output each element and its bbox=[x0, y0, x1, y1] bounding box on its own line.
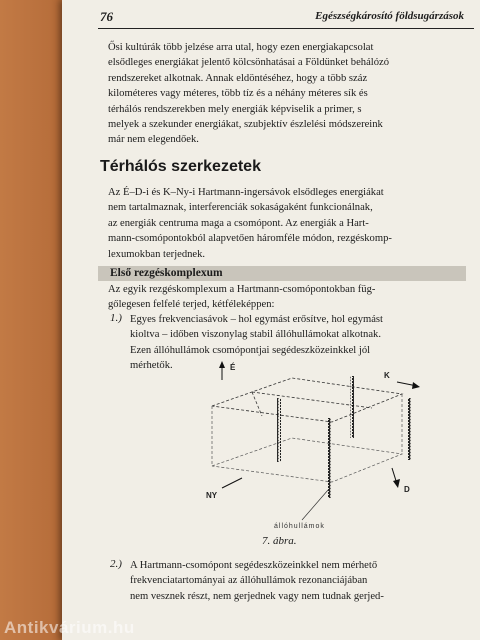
text-line: már nem elegendőek. bbox=[108, 134, 199, 146]
section-heading: Térhálós szerkezetek bbox=[100, 158, 261, 175]
label-east: K bbox=[384, 371, 390, 380]
text-line: Ősi kultúrák több jelzése arra utal, hogy ezen energiakapcsolat bbox=[108, 42, 374, 53]
label-north: É bbox=[230, 363, 236, 372]
standing-waves-annotation: állóhullámok bbox=[274, 523, 325, 530]
text-line: elsődleges energiákat jelentő kölcsönhatásai a Földünket behálózó bbox=[108, 57, 390, 69]
label-west: NY bbox=[206, 491, 218, 500]
standing-wave bbox=[350, 376, 354, 438]
intro-paragraph bbox=[108, 40, 468, 148]
figure-caption: 7. ábra. bbox=[262, 535, 297, 547]
text-line: gőlegesen felfelé terjed, kétféleképpen: bbox=[108, 299, 275, 311]
text-line: lexumokban terjednek. bbox=[108, 248, 206, 260]
desk-background bbox=[0, 0, 70, 640]
text-line: rendszereket alkotnak. Annak eldöntéséhez, hogy a több száz bbox=[108, 72, 368, 84]
item-number: 2.) bbox=[110, 558, 122, 570]
text-line: Egyes frekvenciasávok – hol egymást erősítve, hol egymást bbox=[130, 314, 384, 325]
text-line: térhálós rendszerekben mely energiák képviselik a primer, s bbox=[108, 103, 362, 115]
text-line: Az É–D-i és K–Ny-i Hartmann-ingersávok elsődleges energiákat bbox=[108, 187, 384, 198]
text-line: melyek a szekunder energiákat, szubjektív észlelési módszereink bbox=[108, 119, 383, 131]
subsection-paragraph bbox=[108, 282, 468, 313]
text-line: mann-csomópontokból alapvetően háromféle módon, rezgéskomp- bbox=[108, 233, 392, 245]
item-2-text bbox=[130, 558, 468, 604]
standing-wave bbox=[328, 418, 332, 498]
item-number: 1.) bbox=[110, 312, 122, 324]
standing-wave bbox=[277, 398, 281, 462]
text-line: frekvenciatartományai az állóhullámok rezonanciájában bbox=[130, 575, 368, 587]
subsection-heading: Első rezgéskomplexum bbox=[110, 267, 223, 279]
grid-bottom-plane bbox=[212, 438, 402, 482]
section-paragraph bbox=[108, 185, 468, 262]
text-line: nem vesznek részt, nem gerjednek vagy nem tudnak gerjed- bbox=[130, 590, 384, 602]
text-line: Az egyik rezgéskomplexum a Hartmann-csomópontokban füg- bbox=[108, 284, 376, 295]
running-header bbox=[98, 6, 474, 29]
text-line: Ezen állóhullámok csomópontjai segédeszközeinkkel jól bbox=[130, 344, 371, 356]
page-number: 76 bbox=[100, 9, 113, 24]
text-line: A Hartmann-csomópont segédeszközeinkkel nem mérhető bbox=[130, 560, 378, 571]
text-line: az energiák centruma maga a csomópont. Az energiák a Hart- bbox=[108, 217, 369, 229]
standing-wave bbox=[407, 398, 411, 460]
chapter-title: Egészségkárosító földsugárzások bbox=[315, 10, 464, 22]
text-line: mérhetők. bbox=[130, 360, 173, 372]
watermark: Antikvárium.hu bbox=[4, 618, 135, 637]
hartmann-grid-figure bbox=[192, 358, 432, 536]
label-south: D bbox=[404, 485, 410, 494]
grid-top-plane bbox=[212, 378, 402, 422]
book-page bbox=[62, 0, 480, 640]
text-line: kilométeres vagy méteres, több tíz és a néhány méteres sík és bbox=[108, 88, 368, 100]
text-line: nem tartalmaznak, interferenciák sokaságaként funkcionálnak, bbox=[108, 202, 373, 214]
text-line: kioltva – időben viszonylag stabil állóhullámokat alkotnak. bbox=[130, 329, 381, 341]
